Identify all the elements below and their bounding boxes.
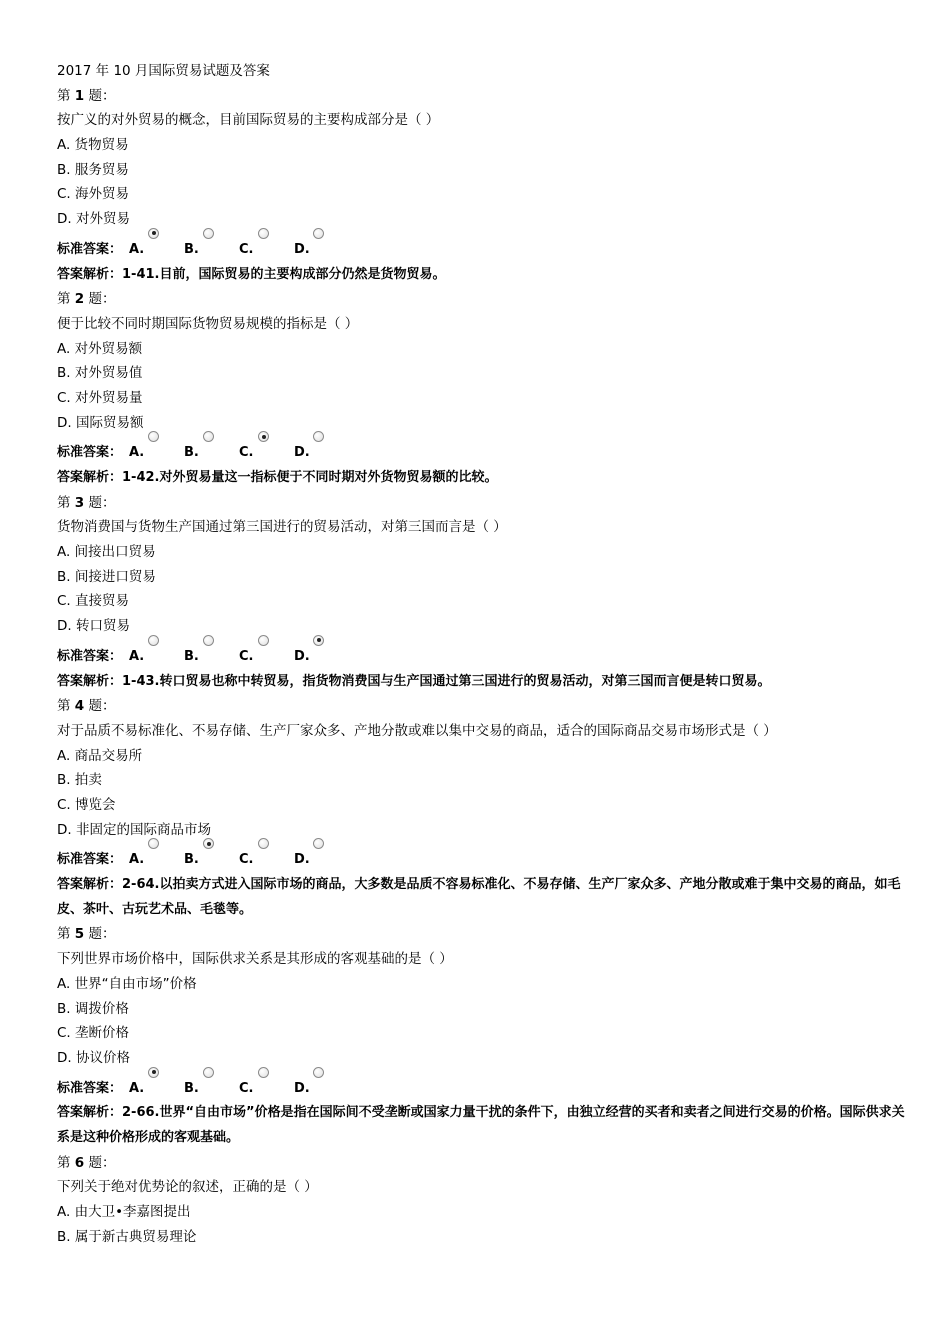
question-text: 便于比较不同时期国际货物贸易规模的指标是（ ） [57, 315, 359, 332]
radio-checked-icon[interactable] [258, 431, 269, 442]
answer-choice-d [294, 645, 349, 670]
standard-answer-row [57, 1077, 917, 1102]
question-number-value: 5 [74, 926, 85, 943]
option-a: A. 世界“自由市场”价格 [57, 975, 197, 992]
answer-choice-letter: B. [184, 648, 199, 664]
radio-unchecked-icon[interactable] [258, 1067, 269, 1078]
answer-choice-letter: D. [294, 648, 310, 664]
answer-choice-c [239, 1077, 294, 1102]
answer-choice-a [129, 1077, 184, 1102]
question-text: 下列世界市场价格中，国际供求关系是其形成的客观基础的是（ ） [57, 951, 453, 968]
option-a: A. 由大卫•李嘉图提出 [57, 1204, 191, 1221]
standard-answer-label: 标准答案： [57, 1080, 123, 1096]
answer-analysis-text: 2-64.以拍卖方式进入国际市场的商品，大多数是品质不容易标准化、不易存储、生产厂家众多、产地分散或难于集中交易的商品，如毛皮、茶叶、古玩艺术品、毛毯等。 [57, 877, 901, 917]
option-b: B. 调拨价格 [57, 1000, 129, 1017]
answer-choice-letter: D. [294, 1080, 310, 1096]
radio-unchecked-icon[interactable] [313, 431, 324, 442]
answer-choice-b [184, 645, 239, 670]
option-c: C. 垄断价格 [57, 1025, 130, 1042]
standard-answer-row [57, 441, 917, 466]
answer-choice-a [129, 848, 184, 873]
question-block [57, 287, 917, 491]
option-c: C. 对外贸易量 [57, 389, 143, 406]
option-a: A. 货物贸易 [57, 137, 129, 154]
question-number-suffix: 题： [84, 698, 116, 715]
radio-unchecked-icon[interactable] [203, 1067, 214, 1078]
answer-analysis-text: 1-43.转口贸易也称中转贸易，指货物消费国与生产国通过第三国进行的贸易活动，对第三国而言便是转口贸易。 [122, 673, 771, 689]
question-number-suffix: 题： [84, 1154, 116, 1171]
question-block [57, 491, 917, 695]
answer-analysis-text: 2-66.世界“自由市场”价格是指在国际间不受垄断或国家力量干扰的条件下，由独立经营的买者和卖者之间进行交易的价格。国际供求关系是这种价格形成的客观基础。 [57, 1105, 905, 1145]
question-number [57, 287, 917, 312]
radio-unchecked-icon[interactable] [258, 228, 269, 239]
answer-choice-letter: A. [129, 445, 145, 461]
option-b: B. 间接进口贸易 [57, 568, 156, 585]
standard-answer-label: 标准答案： [57, 852, 123, 868]
option-d: D. 协议价格 [57, 1049, 130, 1066]
standard-answer-row [57, 848, 917, 873]
option-d: D. 国际贸易额 [57, 414, 144, 431]
answer-choice-letter: A. [129, 648, 145, 664]
radio-unchecked-icon[interactable] [148, 838, 159, 849]
question-number-prefix: 第 [57, 87, 75, 104]
answer-analysis [57, 670, 917, 695]
question-text: 按广义的对外贸易的概念，目前国际贸易的主要构成部分是（ ） [57, 112, 440, 129]
question-number [57, 922, 917, 947]
answer-analysis-label: 答案解析： [57, 877, 123, 893]
document-page [57, 59, 917, 1249]
answer-analysis-text: 1-42.对外贸易量这一指标便于不同时期对外货物贸易额的比较。 [122, 470, 498, 486]
answer-choice-c [239, 645, 294, 670]
option-b: B. 对外贸易值 [57, 365, 143, 382]
question-number [57, 1151, 917, 1176]
radio-unchecked-icon[interactable] [258, 838, 269, 849]
question-block [57, 84, 917, 288]
radio-unchecked-icon[interactable] [148, 635, 159, 646]
answer-choice-a [129, 645, 184, 670]
answer-choice-letter: B. [184, 445, 199, 461]
answer-analysis [57, 873, 917, 922]
answer-analysis-text: 1-41.目前，国际贸易的主要构成部分仍然是货物贸易。 [122, 266, 446, 282]
answer-analysis-label: 答案解析： [57, 470, 123, 486]
question-number-suffix: 题： [84, 291, 116, 308]
option-c: C. 海外贸易 [57, 186, 130, 203]
answer-choice-letter: A. [129, 241, 145, 257]
answer-choice-c [239, 441, 294, 466]
standard-answer-row [57, 645, 917, 670]
answer-choice-letter: D. [294, 241, 310, 257]
option-b: B. 属于新古典贸易理论 [57, 1228, 197, 1245]
answer-choice-b [184, 848, 239, 873]
question-number [57, 491, 917, 516]
radio-unchecked-icon[interactable] [148, 431, 159, 442]
radio-unchecked-icon[interactable] [203, 431, 214, 442]
answer-choice-d [294, 238, 349, 263]
answer-choice-letter: C. [239, 1080, 254, 1096]
answer-choice-d [294, 848, 349, 873]
answer-choice-letter: B. [184, 852, 199, 868]
option-d: D. 对外贸易 [57, 211, 130, 228]
question-number-prefix: 第 [57, 1154, 75, 1171]
answer-choice-letter: D. [294, 445, 310, 461]
option-b: B. 服务贸易 [57, 161, 129, 178]
radio-checked-icon[interactable] [203, 838, 214, 849]
standard-answer-row [57, 238, 917, 263]
question-text: 货物消费国与货物生产国通过第三国进行的贸易活动，对第三国而言是（ ） [57, 519, 507, 536]
answer-analysis [57, 1101, 917, 1150]
option-c: C. 博览会 [57, 796, 116, 813]
answer-choice-letter: C. [239, 241, 254, 257]
answer-choice-b [184, 1077, 239, 1102]
radio-unchecked-icon[interactable] [258, 635, 269, 646]
radio-unchecked-icon[interactable] [313, 228, 324, 239]
radio-unchecked-icon[interactable] [203, 635, 214, 646]
question-block [57, 922, 917, 1150]
option-b: B. 拍卖 [57, 772, 102, 789]
question-number-value: 1 [74, 87, 85, 104]
radio-unchecked-icon[interactable] [313, 838, 324, 849]
answer-analysis-label: 答案解析： [57, 673, 123, 689]
answer-choice-letter: A. [129, 852, 145, 868]
answer-choice-letter: B. [184, 241, 199, 257]
standard-answer-label: 标准答案： [57, 241, 123, 257]
answer-choice-letter: C. [239, 445, 254, 461]
radio-checked-icon[interactable] [313, 635, 324, 646]
answer-choice-b [184, 238, 239, 263]
answer-choice-c [239, 848, 294, 873]
question-number-prefix: 第 [57, 291, 75, 308]
answer-analysis-label: 答案解析： [57, 266, 123, 282]
answer-choice-c [239, 238, 294, 263]
answer-choice-d [294, 1077, 349, 1102]
answer-choice-b [184, 441, 239, 466]
question-text: 下列关于绝对优势论的叙述，正确的是（ ） [57, 1179, 318, 1196]
option-a: A. 间接出口贸易 [57, 544, 156, 561]
option-c: C. 直接贸易 [57, 593, 130, 610]
option-d: D. 非固定的国际商品市场 [57, 821, 211, 838]
document-title: 2017 年 10 月国际贸易试题及答案 [57, 63, 270, 79]
radio-checked-icon[interactable] [148, 228, 159, 239]
question-number-prefix: 第 [57, 494, 75, 511]
option-a: A. 对外贸易额 [57, 340, 143, 357]
answer-analysis [57, 466, 917, 491]
question-number [57, 84, 917, 109]
question-text: 对于品质不易标准化、不易存储、生产厂家众多、产地分散或难以集中交易的商品，适合的国际商品交易市场形式是（ ） [57, 722, 777, 739]
option-a: A. 商品交易所 [57, 747, 143, 764]
answer-analysis [57, 263, 917, 288]
answer-choice-a [129, 238, 184, 263]
standard-answer-label: 标准答案： [57, 445, 123, 461]
answer-choice-letter: D. [294, 852, 310, 868]
answer-analysis-label: 答案解析： [57, 1105, 123, 1121]
answer-choice-letter: A. [129, 1080, 145, 1096]
answer-choice-a [129, 441, 184, 466]
question-list [57, 84, 917, 1250]
answer-choice-d [294, 441, 349, 466]
question-number-suffix: 题： [84, 926, 116, 943]
question-number-value: 3 [74, 494, 85, 511]
question-number-value: 6 [74, 1154, 85, 1171]
question-number-suffix: 题： [84, 494, 116, 511]
radio-checked-icon[interactable] [148, 1067, 159, 1078]
answer-choice-letter: C. [239, 648, 254, 664]
answer-choice-letter: B. [184, 1080, 199, 1096]
question-number-value: 2 [74, 291, 85, 308]
question-number-value: 4 [74, 698, 85, 715]
question-number [57, 694, 917, 719]
radio-unchecked-icon[interactable] [203, 228, 214, 239]
question-number-suffix: 题： [84, 87, 116, 104]
answer-choice-letter: C. [239, 852, 254, 868]
question-number-prefix: 第 [57, 926, 75, 943]
standard-answer-label: 标准答案： [57, 648, 123, 664]
question-number-prefix: 第 [57, 698, 75, 715]
option-d: D. 转口贸易 [57, 618, 130, 635]
question-block [57, 1151, 917, 1250]
radio-unchecked-icon[interactable] [313, 1067, 324, 1078]
question-block [57, 694, 917, 922]
